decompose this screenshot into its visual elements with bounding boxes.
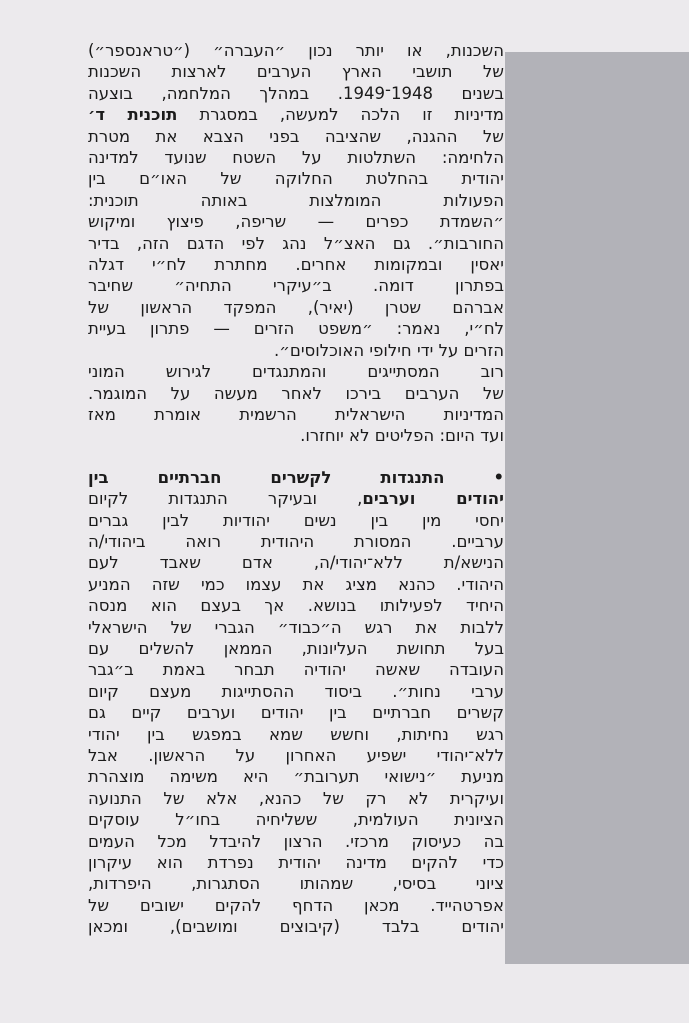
text-line: בה כעיסוק מרכזי. הרצון להיבדל מכל העמים (88, 831, 504, 851)
text-line: ועיקרית לא רק של כהנא, אלא של התנועה (88, 788, 504, 808)
bullet-heading-text: התנגדות לקשרים חברתיים בין (88, 467, 445, 487)
text-line: השכנות, או יותר נכון ״העברה״ (״טראנספר״) (88, 41, 504, 60)
text-line: הלחימה: השתלטות על השטח שנועד למדינה (88, 148, 504, 168)
text-line: אברהם שטרן (יאיר), המפקד הראשון של (88, 297, 504, 317)
bold-phrase-plan-d: תוכנית ד׳ (88, 105, 178, 125)
text-line: בעל תחושת העליונות, הממאן להשלים עם (88, 638, 504, 658)
text-line (88, 104, 504, 125)
paragraph-gap (88, 447, 504, 467)
text-line: העובדה שאשה יהודיה תבחר באמת ב״גבר (88, 660, 504, 680)
paragraph-1 (88, 40, 504, 361)
text-line: יחסי מין בין נשים יהודיות לבין גברים (88, 510, 504, 530)
bullet-heading-line (88, 467, 504, 488)
text-line: הציונית העולמית, ששליחיה בחו״ל עוסקים (88, 810, 504, 830)
text-line: רגש נחיתות, וחשש שמא במפגש בין יהודי (88, 724, 504, 744)
text-line: בשנים 1948־1949. במהלך המלחמה, בוצעה (88, 83, 504, 103)
text-line: יהודית בהחלטת החלוקה של האו״ם בין (88, 169, 504, 189)
bold-phrase-jews-arabs: יהודים וערבים (362, 489, 504, 509)
text-line (88, 488, 504, 509)
text-line: הנישא/ת ללא־יהודי/ה, אדם שאבד לעם (88, 553, 504, 573)
text-line: של הערבים בירכו לאחר מעשה על המוגמר. (88, 383, 504, 403)
text-line: הזרים על ידי חילופי האוכלוסים״. (274, 340, 504, 360)
text-line: החורבות״. גם האצ״ל נהג לפי הדגם הזה, בדיר (88, 233, 504, 253)
text-line: כדי להקים מדינה יהודית נפרדת הוא עיקרון (88, 853, 504, 873)
text-line: ערבי נחות״. ביסוד ההסתייגות מעצם קיום (88, 681, 504, 701)
text-line: המדיניות הישראלית הרשמית אומרת מאז (88, 404, 504, 424)
text-line: היחיד לפעילותו בנושא. אך בעצם הוא מנסה (88, 596, 504, 616)
text-line: הפעולות המומלצות באותה תוכנית: (88, 190, 504, 210)
paragraph-2 (88, 361, 504, 447)
text-line: ציוני בסיסי, שמהותו הסתגרות, היפרדות, (88, 874, 504, 894)
text-line: בפתרון דומה. ב״עיקרי התחיה״ שחיבר (88, 276, 504, 296)
text-line: של ההגנה, שהציבה בפני הצבא את מטרת (88, 126, 504, 146)
text-line: היהודי. כהנא מציג את עצמו כמי שזה המניע (88, 574, 504, 594)
margin-band (505, 52, 689, 964)
text-line: קשרים חברתיים בין יהודים וערבים קיים גם (88, 703, 504, 723)
text-line-part: מדיניות זו הלכה למעשה, במסגרת (177, 105, 504, 125)
text-line: ערביים. המסורת היהודית רואה ביהודי/ה (88, 531, 504, 551)
text-line: מניעת ״נישואי תערובת״ היא משימה מוצהרת (88, 767, 504, 787)
paragraph-3 (88, 467, 504, 938)
text-line-part: , ובעיקר התנגדות לקיום (88, 489, 363, 509)
text-line: ״השמדת כפרים — שריפה, פיצוץ ומיקוש (88, 212, 504, 232)
text-line: רוב המסתייגים והמתנגדים לגירוש המוני (88, 362, 504, 382)
text-line: יאסין ובמקומות אחרים. מחתרת לח״י דגלה (88, 255, 504, 275)
text-line: לח״י, נאמר: ״משפט הזרים — פתרון בעיית (88, 319, 504, 339)
text-line: ועד היום: הפליטים לא יוחזרו. (300, 426, 504, 446)
text-line: ללא־יהודי ישפיע האחרון על הראשון. אבל (88, 746, 504, 765)
text-line: של תושבי הארץ הערבים לארצות השכנות (88, 62, 504, 82)
text-column (88, 40, 504, 938)
bullet-icon: • (493, 467, 504, 487)
text-line: אפרטהייד. מכאן הדחף להקים ישובים של (88, 895, 504, 915)
text-line: ללבות את רגש ה״כבוד״ הגברי של הישראלי (88, 617, 504, 637)
text-line: יהודים בלבד (קיבוצים ומושבים), ומכאן (88, 917, 504, 937)
